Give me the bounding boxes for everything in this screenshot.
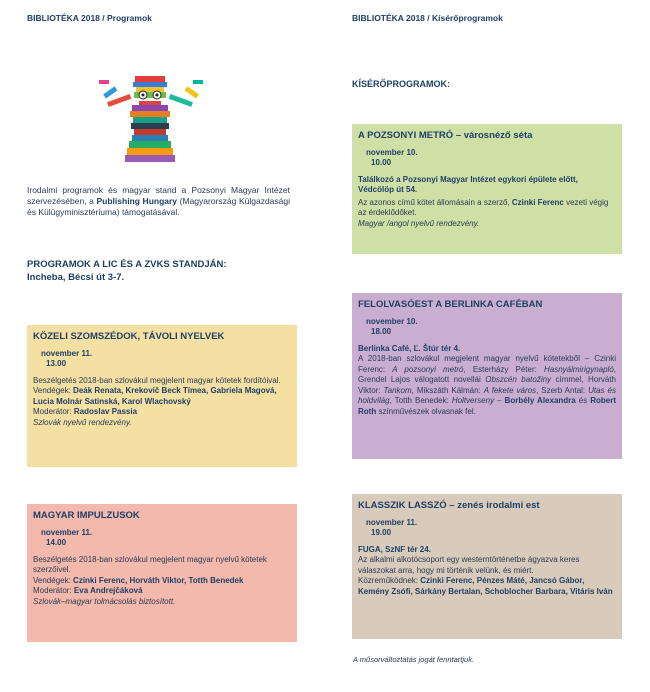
desc-author: Czinki Ferenc [511, 197, 564, 207]
desc-title: A fekete város [483, 385, 537, 395]
desc-part: címmel, Horváth Viktor: [358, 375, 616, 395]
program-description: Beszélgetés 2018-ban szlovákul megjelent magyar nyelvű kötetek szerzőivel. [33, 554, 267, 574]
program-place: Berlinka Café, Ľ. Štúr tér 4. [358, 343, 461, 353]
program-box-felolvasoest [352, 293, 622, 459]
performers-names: Czinki Ferenc, Pénzes Máté, Jancsó Gábor, Kemény Zsófi, Sárkány Bertalan, Schoblocher Barbara, Vitáris Iván [358, 576, 613, 596]
program-language-note: Szlovák–magyar tolmácsolás biztosított. [33, 596, 176, 606]
desc-performer: Robert Roth [358, 396, 616, 416]
program-moderator [33, 586, 291, 597]
program-description: Beszélgetés 2018-ban szlovákul megjelent magyar kötetek fordítóival. [33, 375, 281, 385]
moderator-name: Radoslav Passia [73, 407, 138, 416]
program-description: Az alkalmi alkotócsoport egy westerntörténetbe ágyazva keres válaszokat arra, hogy mi történik velünk, és miért. [358, 555, 580, 575]
desc-title: Utas és holdvilág [358, 385, 616, 405]
program-date: november 11. [41, 527, 93, 537]
program-box-klasszik-lasszo [352, 494, 622, 639]
desc-part: , Esterházy Péter: [463, 364, 544, 374]
desc-title: Hasnyálmirigynapló [543, 364, 614, 374]
guests-names: Czinki Ferenc, Horváth Viktor, Totth Benedek [73, 575, 244, 585]
program-time: 13.00 [46, 359, 67, 368]
program-language-note: Szlovák nyelvű rendezvény. [33, 417, 132, 427]
desc-part: és [575, 396, 591, 405]
program-box-pozsonyi-metro [352, 124, 622, 254]
moderator-name: Eva Andrejčáková [73, 586, 143, 595]
programs-heading [27, 259, 297, 284]
program-time: 19.00 [371, 528, 392, 537]
program-date: november 11. [366, 517, 418, 527]
intro-paragraph [27, 185, 290, 219]
program-title: FELOLVASÓEST A BERLINKA CAFÉBAN [358, 299, 543, 310]
guests-label: Vendégek: [33, 386, 74, 395]
desc-part: , Mikszáth Kálmán: [411, 385, 484, 395]
program-title: MAGYAR IMPULZUSOK [33, 510, 140, 521]
intro-sponsor: Publishing Hungary [96, 196, 178, 207]
program-description [358, 354, 616, 417]
guests-names: Deák Renata, Krekovič Beck Tímea, Gabriela Magová, Lucia Molnár Satinská, Karol Wlachovský [33, 386, 277, 406]
running-head-section: / Kísérőprogramok [424, 13, 503, 23]
program-guests [33, 576, 291, 587]
side-programs-heading: KÍSÉRŐPROGRAMOK: [352, 79, 451, 89]
program-time: 18.00 [371, 327, 392, 336]
desc-part: , Szerb Antal: [536, 385, 589, 395]
book-figure-logo-icon [95, 68, 207, 164]
desc-title: Obszcén batožiny [485, 375, 552, 384]
guests-label: Vendégek: [33, 575, 74, 585]
desc-part: , Grendel Lajos válogatott novellái [358, 364, 617, 384]
intro-text-end: (Magyarország Külgazdasági és Külügyminisztériuma) támogatásával. [27, 196, 291, 218]
running-head-title: BIBLIOTÉKA 2018 [27, 13, 100, 23]
desc-part: színművészek olvasnak fel. [376, 406, 476, 416]
desc-part: vezeti végig az érdeklődőket. [358, 197, 609, 217]
program-language-note: Magyar /angol nyelvű rendezvény. [358, 218, 480, 228]
performers-label: Közreműködnek: [358, 576, 421, 585]
moderator-label: Moderátor: [33, 586, 74, 595]
desc-part: Az azonos című kötet állomásain a szerző, [358, 197, 512, 207]
intro-text: Irodalmi programok és magyar stand a Pozsonyi Magyar Intézet szervezésében, a [27, 185, 290, 207]
program-place: FUGA, SzNF tér 24. [358, 544, 431, 554]
desc-title: Tankom [383, 385, 412, 395]
program-time: 10.00 [371, 158, 392, 167]
program-place: Találkozó a Pozsonyi Magyar Intézet egykori épülete előtt, Védcölöp út 54. [358, 174, 578, 194]
program-date: november 11. [41, 348, 93, 358]
program-time: 14.00 [46, 538, 67, 547]
program-moderator [33, 407, 291, 418]
desc-title: Holtverseny [451, 396, 495, 405]
program-performers [358, 576, 616, 597]
program-title: KÖZELI SZOMSZÉDOK, TÁVOLI NYELVEK [33, 331, 225, 342]
running-head-left [27, 13, 152, 23]
program-box-kozeli-szomszedok [27, 325, 297, 467]
running-head-section: / Programok [99, 13, 152, 23]
desc-performer: Borbély Alexandra [504, 396, 576, 405]
program-change-note: A műsorváltoztatás jogát fenntartjuk. [353, 655, 475, 664]
program-date: november 10. [366, 316, 418, 326]
program-description [358, 198, 616, 219]
desc-part: – [494, 396, 505, 405]
program-guests [33, 386, 291, 407]
program-title: KLASSZIK LASSZÓ – zenés irodalmi est [358, 500, 540, 511]
programs-place: Incheba, Bécsi út 3-7. [27, 271, 125, 283]
program-box-magyar-impulzusok [27, 504, 297, 642]
moderator-label: Moderátor: [33, 407, 74, 416]
desc-part: A 2018-ban szlovákul megjelent magyar nyelvű kötetekből – Czinki Ferenc: [358, 354, 616, 374]
running-head-title: BIBLIOTÉKA 2018 [352, 13, 425, 23]
desc-title: A pozsonyi metró [392, 364, 464, 374]
program-date: november 10. [366, 147, 418, 157]
desc-part: , Totth Benedek: [389, 396, 452, 405]
programs-heading-title: PROGRAMOK A LIC ÉS A ZVKS STANDJÁN: [27, 259, 227, 270]
running-head-right [352, 13, 503, 23]
program-title: A POZSONYI METRÓ – városnéző séta [358, 130, 533, 141]
